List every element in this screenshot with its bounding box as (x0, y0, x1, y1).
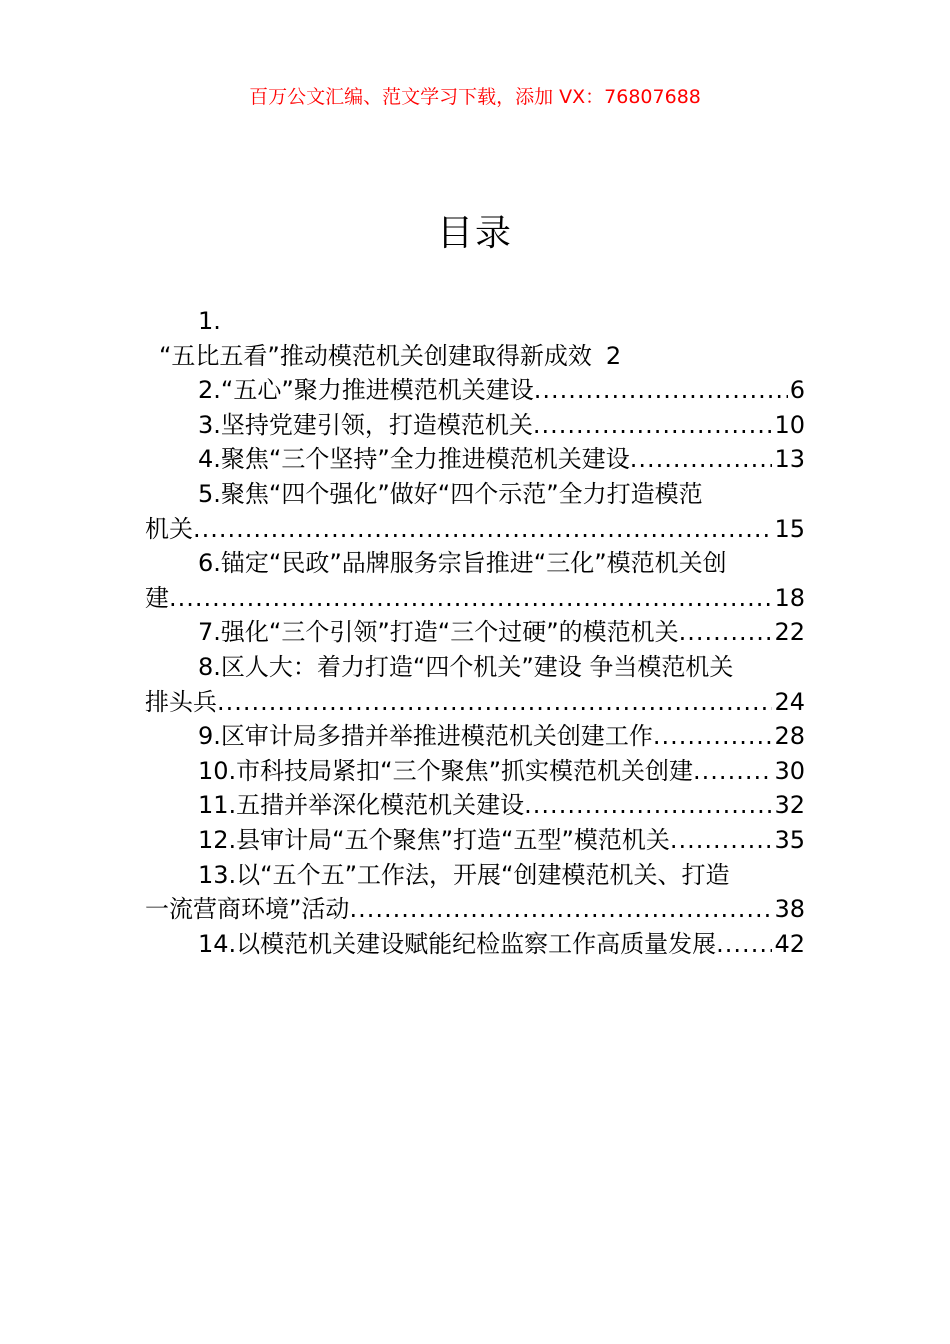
toc-leader-dots (193, 512, 772, 547)
toc-leader-dots (716, 927, 772, 962)
toc-entry[interactable] (145, 927, 805, 962)
toc-leader-dots (533, 408, 773, 443)
toc-entry-title: 五措并举深化模范机关建设 (236, 791, 525, 820)
toc-entry-title: 区审计局多措并举推进模范机关创建工作 (220, 722, 653, 751)
toc-entry[interactable] (145, 754, 805, 789)
toc-leader-dots (630, 442, 773, 477)
toc-entry-number: 14. (198, 929, 237, 958)
toc-entry-page: 32 (774, 791, 805, 820)
toc-entry[interactable] (145, 615, 805, 650)
toc-entry-title: 坚持党建引领，打造模范机关 (220, 410, 533, 439)
toc-entry-page: 2 (605, 341, 622, 370)
toc-entry-title-line2: 建 (145, 583, 169, 612)
toc-leader-dots (349, 892, 772, 927)
toc-entry[interactable] (145, 442, 805, 477)
toc-entry-title: “五心”聚力推进模范机关建设 (220, 376, 534, 405)
toc-entry-title-line2: 机关 (145, 514, 193, 543)
toc-leader-dots (534, 373, 788, 408)
toc-entry-number: 11. (198, 791, 237, 820)
toc-leader-dots (670, 823, 773, 858)
toc-entry-number: 1. (198, 307, 221, 335)
toc-entry-title: 以模范机关建设赋能纪检监察工作高质量发展 (236, 929, 717, 958)
toc-leader-dots (524, 788, 772, 823)
toc-leader-dots (679, 615, 773, 650)
toc-entry-number: 6. (198, 549, 221, 578)
toc-entry-page: 30 (774, 756, 805, 785)
toc-entry[interactable] (145, 823, 805, 858)
toc-entry[interactable] (145, 477, 805, 546)
toc-entry-title-line2: 排头兵 (145, 687, 217, 716)
toc-entry-number: 2. (198, 376, 221, 405)
toc-entry-title-line1: 区人大：着力打造“四个机关”建设 争当模范机关 (220, 652, 734, 681)
toc-entry-page: 22 (774, 618, 805, 647)
toc-entry-title: “五比五看”推动模范机关创建取得新成效 (159, 341, 592, 370)
toc-entry-page: 18 (774, 583, 805, 612)
toc-entry-title-line2: 一流营商环境”活动 (145, 895, 350, 924)
toc-leader-dots (217, 685, 772, 720)
toc-entry-page: 24 (774, 687, 805, 716)
page-title: 目录 (436, 213, 513, 254)
toc-entry-page: 6 (789, 376, 805, 405)
toc-leader-dots (653, 719, 773, 754)
toc-entry-title-line1: 聚焦“四个强化”做好“四个示范”全力打造模范 (220, 479, 703, 508)
toc-leader-dots (693, 754, 772, 789)
toc-entry-number: 5. (198, 479, 221, 508)
toc-entry-number: 3. (198, 410, 221, 439)
toc-entry[interactable] (145, 788, 805, 823)
toc-entry[interactable] (145, 408, 805, 443)
toc-entry-number: 9. (198, 722, 221, 751)
toc-entry[interactable] (145, 546, 805, 615)
toc-entry-number: 13. (198, 860, 237, 889)
toc-leader-dots (169, 581, 772, 616)
toc-entry-title: 强化“三个引领”打造“三个过硬”的模范机关 (220, 618, 679, 647)
toc-entry-page: 35 (774, 825, 805, 854)
toc-entry-page: 15 (774, 514, 805, 543)
toc-entry[interactable] (145, 650, 805, 719)
toc-entry-page: 13 (774, 445, 805, 474)
toc-entry-title: 县审计局“五个聚焦”打造“五型”模范机关 (236, 825, 670, 854)
toc-entry[interactable] (145, 373, 805, 408)
toc-entry-number: 4. (198, 445, 221, 474)
toc-entry-title: 聚焦“三个坚持”全力推进模范机关建设 (220, 445, 630, 474)
toc-entry-page: 38 (774, 895, 805, 924)
toc-entry-number: 10. (198, 756, 237, 785)
toc-entry[interactable] (145, 858, 805, 927)
toc-entry-title-line1: 锚定“民政”品牌服务宗旨推进“三化”模范机关创 (220, 549, 727, 578)
toc-entry-number: 7. (198, 618, 221, 647)
toc-entry-page: 10 (774, 410, 805, 439)
toc-entry-title-line1: 以“五个五”工作法，开展“创建模范机关、打造 (236, 860, 730, 889)
toc-entry[interactable] (145, 304, 805, 373)
toc-entry-page: 28 (774, 722, 805, 751)
toc-entry-number: 8. (198, 652, 221, 681)
toc-entry-title: 市科技局紧扣“三个聚焦”抓实模范机关创建 (236, 756, 694, 785)
table-of-contents (145, 304, 805, 961)
toc-entry[interactable] (145, 719, 805, 754)
header-watermark-note: 百万公文汇编、范文学习下载，添加 VX：76807688 (249, 86, 701, 108)
toc-entry-number: 12. (198, 825, 237, 854)
toc-entry-page: 42 (774, 929, 805, 958)
